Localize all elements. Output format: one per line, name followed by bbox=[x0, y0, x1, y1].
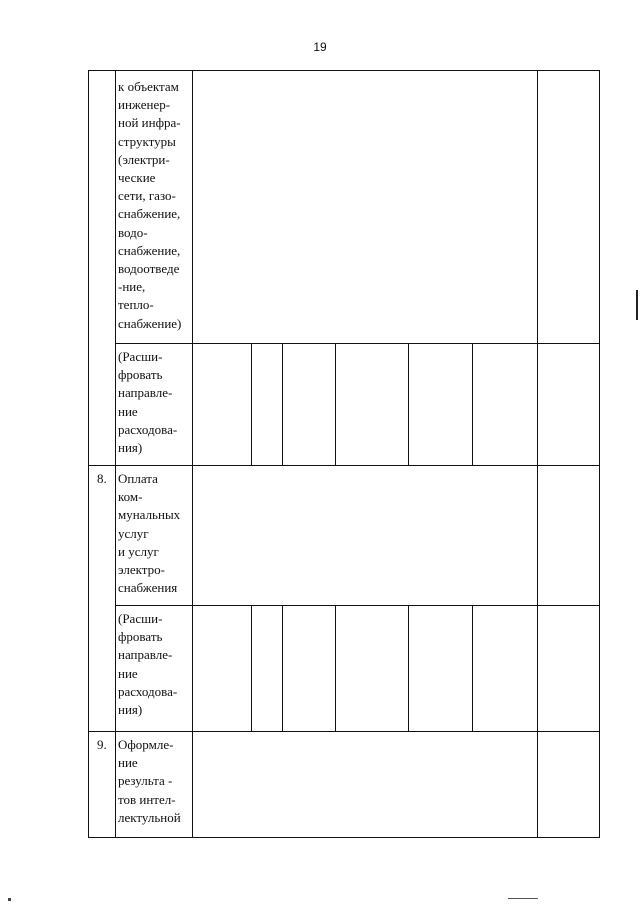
col-sep-number bbox=[115, 70, 116, 838]
table-right-border bbox=[599, 70, 600, 838]
margin-mark bbox=[636, 290, 638, 320]
decode-cell-text-2: (Расши- фровать направле- ние расходова- ния) bbox=[118, 611, 178, 718]
item-9-text: Оформле- ние результа - тов интел- лектульной bbox=[118, 737, 181, 825]
col-sep-last bbox=[537, 70, 538, 838]
row-sep-2 bbox=[88, 465, 600, 466]
infra-cell-text: к объектам инженер- ной инфра- структуры (электри- ческие сети, газо- снабжение, водо- снабжение, водоотведе -ние, тепло- снабжение) bbox=[118, 79, 182, 331]
table-top-border bbox=[88, 70, 600, 71]
subcol-1-1 bbox=[251, 343, 252, 465]
budget-table bbox=[88, 70, 600, 838]
row-sep-1 bbox=[115, 343, 600, 344]
table-bottom-border bbox=[88, 837, 600, 838]
table-left-border bbox=[88, 70, 89, 838]
decode-cell-text-1: (Расши- фровать направле- ние расходова- ния) bbox=[118, 349, 178, 456]
subcol-2-4 bbox=[408, 605, 409, 731]
subcol-2-5 bbox=[472, 605, 473, 731]
subcol-1-5 bbox=[472, 343, 473, 465]
subcol-2-3 bbox=[335, 605, 336, 731]
row-sep-3 bbox=[115, 605, 600, 606]
item-8-number: 8. bbox=[97, 471, 107, 486]
scan-mark-left bbox=[8, 898, 11, 901]
subcol-1-3 bbox=[335, 343, 336, 465]
subcol-1-2 bbox=[282, 343, 283, 465]
subcol-1-4 bbox=[408, 343, 409, 465]
subcol-2-2 bbox=[282, 605, 283, 731]
scan-mark-right bbox=[508, 898, 538, 899]
col-sep-name bbox=[192, 70, 193, 838]
item-9-number: 9. bbox=[97, 737, 107, 752]
page-number: 19 bbox=[313, 40, 327, 54]
subcol-2-1 bbox=[251, 605, 252, 731]
item-8-text: Оплата ком- мунальных услуг и услуг электро- снабжения bbox=[118, 471, 181, 596]
row-sep-4 bbox=[88, 731, 600, 732]
